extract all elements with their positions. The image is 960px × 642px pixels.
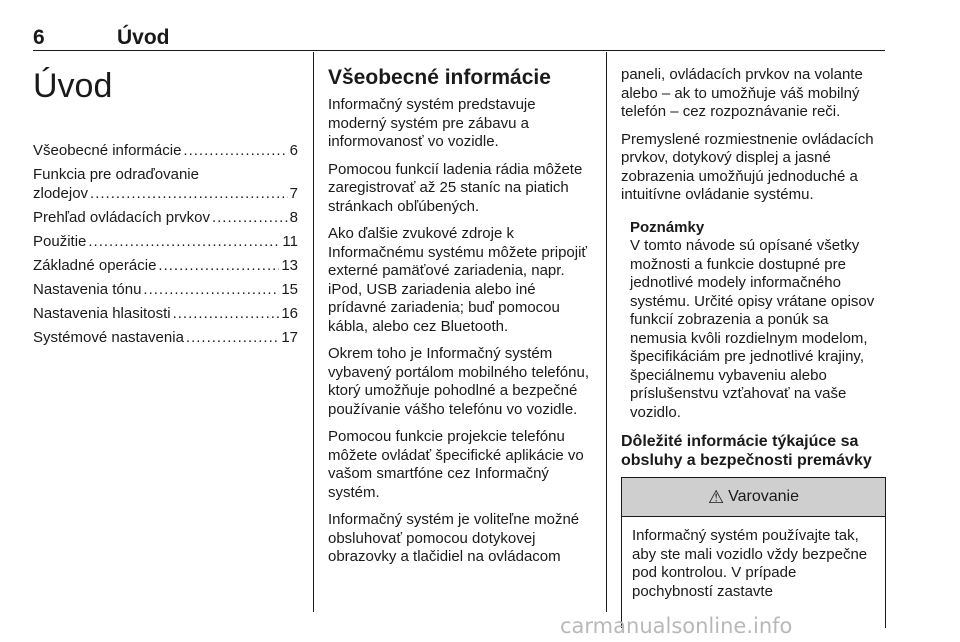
note-heading: Poznámky	[630, 218, 705, 236]
note-block	[630, 219, 887, 423]
toc-label: Prehľad ovládacích prvkov	[33, 208, 210, 226]
toc-label: Základné operácie	[33, 256, 157, 274]
column-toc	[33, 52, 298, 353]
paragraph: Informačný systém predstavuje moderný systém pre zábavu a informovanosť vo vozidle.	[328, 96, 536, 150]
warning-header	[622, 478, 885, 517]
toc-page: 6	[289, 142, 298, 159]
subsection-title: Dôležité informácie týkajúce sa obsluhy a bezpečnosti premávky	[621, 433, 872, 469]
paragraph: paneli, ovládacích prvkov na volante alebo – ak to umožňuje váš mobilný telefón – cez rozpoznávanie reči.	[621, 66, 863, 120]
toc-item[interactable]	[33, 329, 298, 348]
toc-label: Funkcia pre odraďovanie	[33, 166, 199, 183]
column-divider	[606, 52, 607, 612]
toc-item[interactable]	[33, 305, 298, 324]
warning-triangle-icon: ⚠	[708, 486, 725, 507]
watermark: carmanualsonline.info	[560, 614, 793, 638]
warning-label: Varovanie	[728, 488, 799, 505]
section-title: Všeobecné informácie	[328, 66, 551, 89]
page-header	[33, 22, 885, 51]
warning-body: Informačný systém používajte tak, aby ste mali vozidlo vždy bezpečne pod kontrolou. V prípade pochybností zastavte	[632, 527, 868, 600]
toc-label: zlodejov	[33, 184, 89, 202]
column-general-info	[328, 52, 592, 576]
toc-item[interactable]	[33, 281, 298, 300]
toc-item[interactable]	[33, 209, 298, 228]
paragraph: Premyslené rozmiestnenie ovládacích prvkov, dotykový displej a jasné zobrazenia umožňujú jednoduché a intuitívne ovládanie systému.	[621, 130, 874, 203]
toc-label: Nastavenia hlasitosti	[33, 304, 171, 322]
toc-label: Nastavenia tónu	[33, 280, 142, 298]
table-of-contents	[33, 142, 298, 347]
toc-label: Systémové nastavenia	[33, 328, 184, 346]
page-number: 6	[33, 26, 45, 49]
toc-label: Použitie	[33, 232, 87, 250]
column-divider	[313, 52, 314, 612]
paragraph: Okrem toho je Informačný systém vybavený portálom mobilného telefónu, ktorý umožňuje pohodlné a bezpečné používanie vášho telefónu vo vozidle.	[328, 345, 589, 418]
toc-page: 7	[289, 184, 298, 202]
column-continued	[621, 52, 887, 482]
toc-item[interactable]	[33, 166, 298, 203]
toc-item[interactable]	[33, 233, 298, 252]
toc-label: Všeobecné informácie	[33, 142, 182, 159]
toc-page: 15	[281, 280, 298, 298]
toc-page: 13	[281, 256, 298, 274]
toc-item[interactable]	[33, 257, 298, 276]
toc-page: 17	[281, 328, 298, 346]
warning-box	[621, 477, 886, 628]
note-body: V tomto návode sú opísané všetky možnosti a funkcie dostupné pre jednotlivé modely informačného systému. Určité opisy vrátane opisov funkcií zobrazenia a ponúk sa nemusia kvôli rozdielnym modelom, špecifikáciám pre jednotlivé krajiny, špeciálnemu vybaveniu alebo príslušenstvu vzťahovať na vaše vozidlo.	[630, 237, 875, 421]
paragraph: Informačný systém je voliteľne možné obsluhovať pomocou dotykovej obrazovky a tlačidiel na ovládacom	[328, 511, 580, 565]
toc-page: 11	[282, 232, 298, 250]
paragraph: Pomocou funkcie projekcie telefónu môžete ovládať špecifické aplikácie vo vašom smartfóne cez Informačný systém.	[328, 428, 584, 501]
paragraph: Ako ďalšie zvukové zdroje k Informačnému systému môžete pripojiť externé pamäťové zariadenia, napr. iPod, USB zariadenia alebo iné prídavné zariadenia; buď pomocou kábla, alebo cez Bluetooth.	[328, 225, 588, 335]
chapter-title: Úvod	[33, 67, 113, 105]
toc-page: 16	[281, 304, 298, 322]
paragraph: Pomocou funkcií ladenia rádia môžete zaregistrovať až 25 staníc na piatich stránkach obľúbených.	[328, 160, 583, 215]
toc-page: 8	[289, 208, 298, 226]
toc-item[interactable]	[33, 142, 298, 161]
header-title: Úvod	[117, 26, 170, 49]
